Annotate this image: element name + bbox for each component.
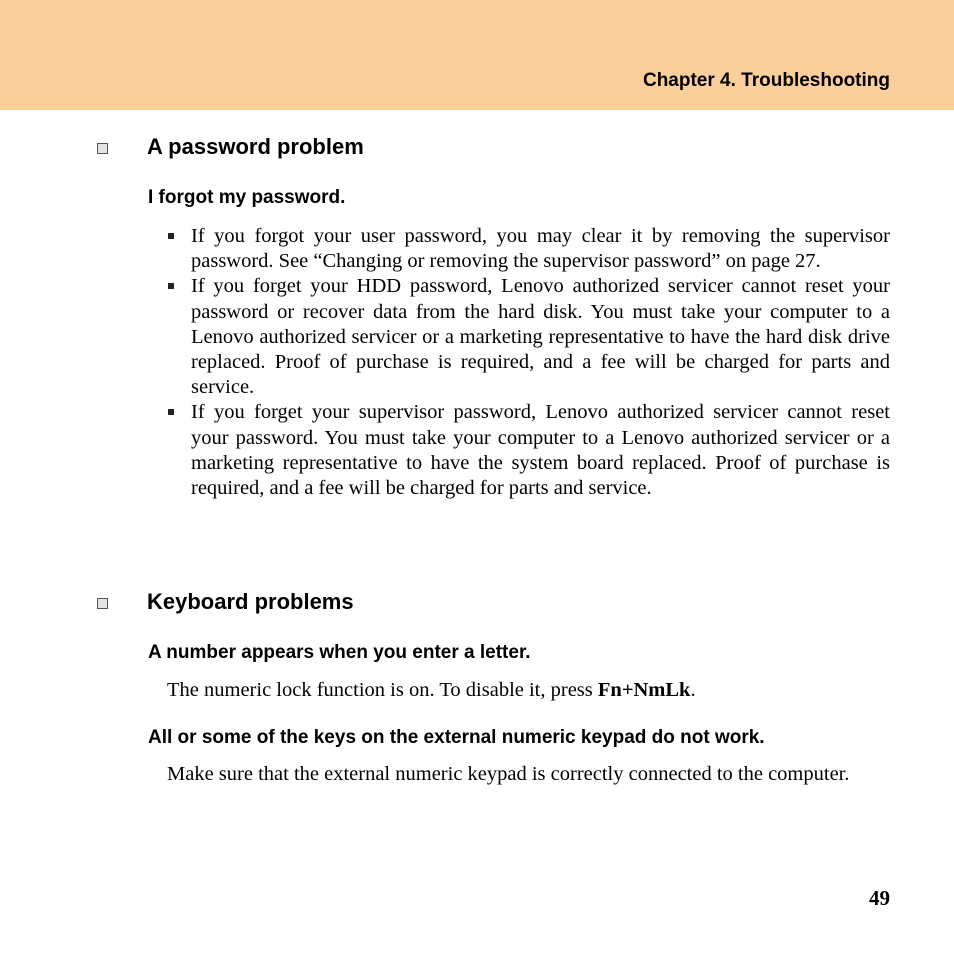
bullet-square-icon [168, 409, 174, 415]
bullet-square-icon [168, 283, 174, 289]
list-item-text: If you forget your supervisor password, Lenovo authorized servicer cannot reset your password. You must take your computer to a Lenovo authorized servicer or a marketing representative to have the system board replaced. Proof of purchase is required, and a fee will be charged for parts and service. [191, 401, 890, 500]
list-item-text: If you forget your HDD password, Lenovo authorized servicer cannot reset your password or recover data from the hard disk. You must take your computer to a Lenovo authorized servicer or a marketing representative to have the hard disk drive replaced. Proof of purchase is required, and a fee will be charged for parts and service. [191, 275, 890, 399]
subheading-number-appears: A number appears when you enter a letter. [148, 642, 531, 663]
chapter-title: Chapter 4. Troubleshooting [642, 70, 890, 91]
section-heading-password [97, 134, 364, 160]
list-item [165, 400, 890, 501]
page-number: 49 [869, 886, 890, 910]
square-bullet-icon [97, 143, 108, 154]
section-title: A password problem [147, 134, 364, 159]
header-band [0, 0, 954, 110]
square-bullet-icon [97, 598, 108, 609]
key-combination: Fn+NmLk [597, 679, 691, 701]
list-item-text: If you forgot your user password, you may clear it by removing the supervisor password. See “Changing or removing the supervisor password” on page 27. [191, 225, 890, 273]
section-heading-keyboard [97, 589, 354, 615]
para-text-end: . [690, 679, 696, 701]
bullet-square-icon [168, 233, 174, 239]
password-bullet-list [165, 224, 890, 501]
list-item [165, 224, 890, 274]
subheading-keypad-not-working: All or some of the keys on the external numeric keypad do not work. [148, 727, 765, 748]
subheading-forgot-password: I forgot my password. [148, 187, 346, 208]
para-text: The numeric lock function is on. To disable it, press [167, 679, 598, 701]
keypad-paragraph: Make sure that the external numeric keypad is correctly connected to the computer. [167, 763, 850, 785]
numeric-lock-paragraph [167, 678, 890, 704]
list-item [165, 274, 890, 400]
section-title: Keyboard problems [147, 589, 354, 614]
